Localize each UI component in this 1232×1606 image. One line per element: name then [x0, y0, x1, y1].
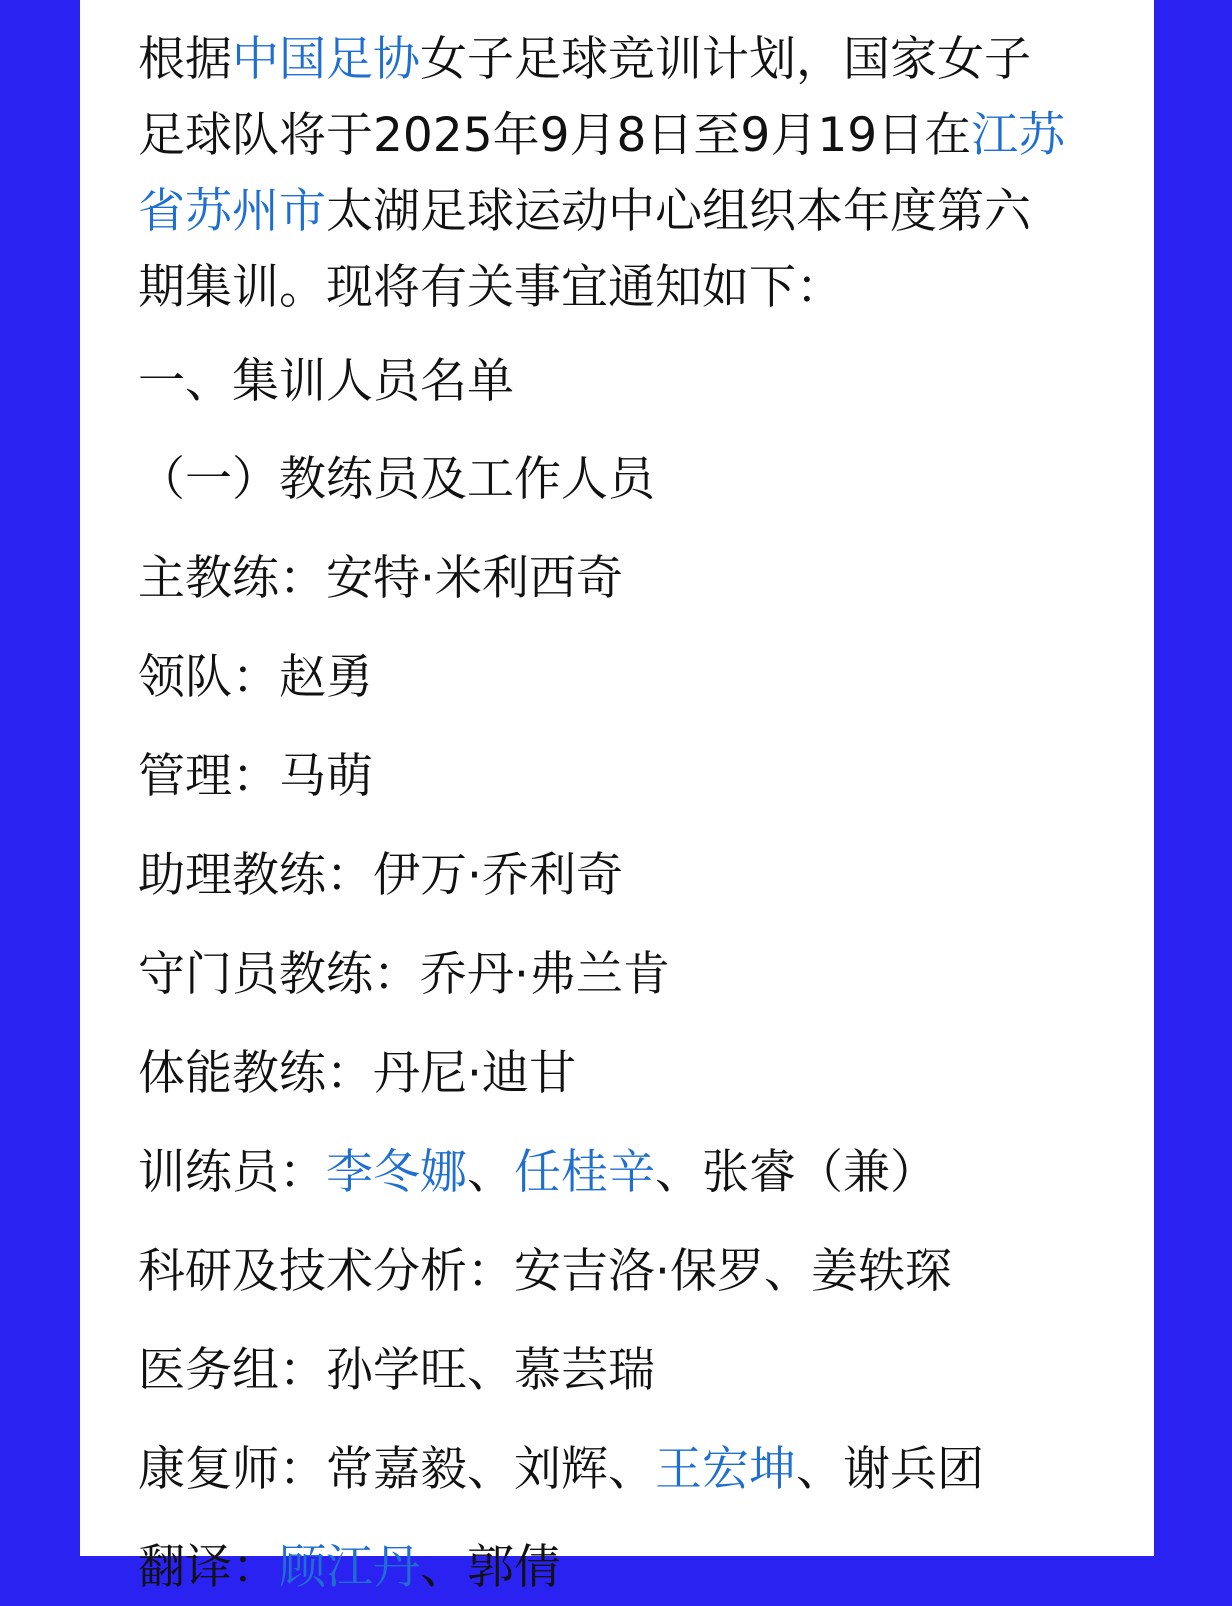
staff-value: 常嘉毅、刘辉、 — [326, 1442, 655, 1497]
intro-text-1: 根据 — [138, 32, 232, 87]
staff-value: 、谢兵团 — [796, 1442, 984, 1497]
intro-text-2: 女子足球竞训计划，国家女子足球队将于2025年9月8日至9月19日在 — [138, 32, 1031, 163]
staff-label: 训练员： — [138, 1145, 326, 1200]
link-wang-hongkun[interactable]: 王宏坤 — [655, 1442, 796, 1497]
article-body — [138, 22, 1068, 1508]
staff-row-trainers — [138, 1135, 1068, 1211]
staff-value: 、张睿（兼） — [655, 1145, 937, 1200]
staff-row-head-coach — [138, 541, 1068, 617]
staff-row-medical — [138, 1333, 1068, 1409]
staff-label: 领队： — [138, 650, 279, 705]
intro-text-3: 太湖足球运动中心组织本年度第六期集训。现将有关事宜通知如下： — [138, 184, 1031, 315]
staff-label: 医务组： — [138, 1343, 326, 1398]
staff-value: 、郭倩 — [420, 1540, 561, 1595]
staff-label: 主教练： — [138, 551, 326, 606]
staff-value: 孙学旺、慕芸瑞 — [326, 1343, 655, 1398]
staff-label: 助理教练： — [138, 848, 373, 903]
staff-value: 丹尼·迪甘 — [373, 1046, 576, 1101]
staff-value: 安特·米利西奇 — [326, 551, 623, 606]
link-li-dongna[interactable]: 李冬娜 — [326, 1145, 467, 1200]
staff-value: 安吉洛·保罗、姜轶琛 — [514, 1244, 952, 1299]
subsection-title: （一）教练员及工作人员 — [138, 452, 655, 507]
staff-row-gk-coach — [138, 937, 1068, 1013]
staff-value: 赵勇 — [279, 650, 373, 705]
staff-label: 管理： — [138, 749, 279, 804]
staff-row-fitness-coach — [138, 1036, 1068, 1112]
intro-paragraph — [138, 22, 1068, 326]
staff-label: 体能教练： — [138, 1046, 373, 1101]
link-suzhou[interactable]: 江苏省苏州市 — [138, 108, 1066, 239]
staff-row-assistant-coach — [138, 838, 1068, 914]
staff-label: 康复师： — [138, 1442, 326, 1497]
staff-value: 乔丹·弗兰肯 — [420, 947, 670, 1002]
staff-row-translator-partial — [138, 1530, 561, 1606]
staff-value: 马萌 — [279, 749, 373, 804]
staff-label: 翻译： — [138, 1540, 279, 1595]
link-ren-guixin[interactable]: 任桂辛 — [514, 1145, 655, 1200]
staff-row-team-leader — [138, 640, 1068, 716]
staff-label: 科研及技术分析： — [138, 1244, 514, 1299]
staff-row-manager — [138, 739, 1068, 815]
link-translator[interactable]: 顾江丹 — [279, 1540, 420, 1595]
staff-row-rehab — [138, 1432, 1068, 1508]
staff-row-research — [138, 1234, 1068, 1310]
link-cfa[interactable]: 中国足协 — [232, 32, 420, 87]
separator: 、 — [467, 1145, 514, 1200]
article-panel — [80, 0, 1154, 1595]
section-title: 一、集训人员名单 — [138, 354, 514, 409]
staff-value: 伊万·乔利奇 — [373, 848, 623, 903]
staff-label: 守门员教练： — [138, 947, 420, 1002]
